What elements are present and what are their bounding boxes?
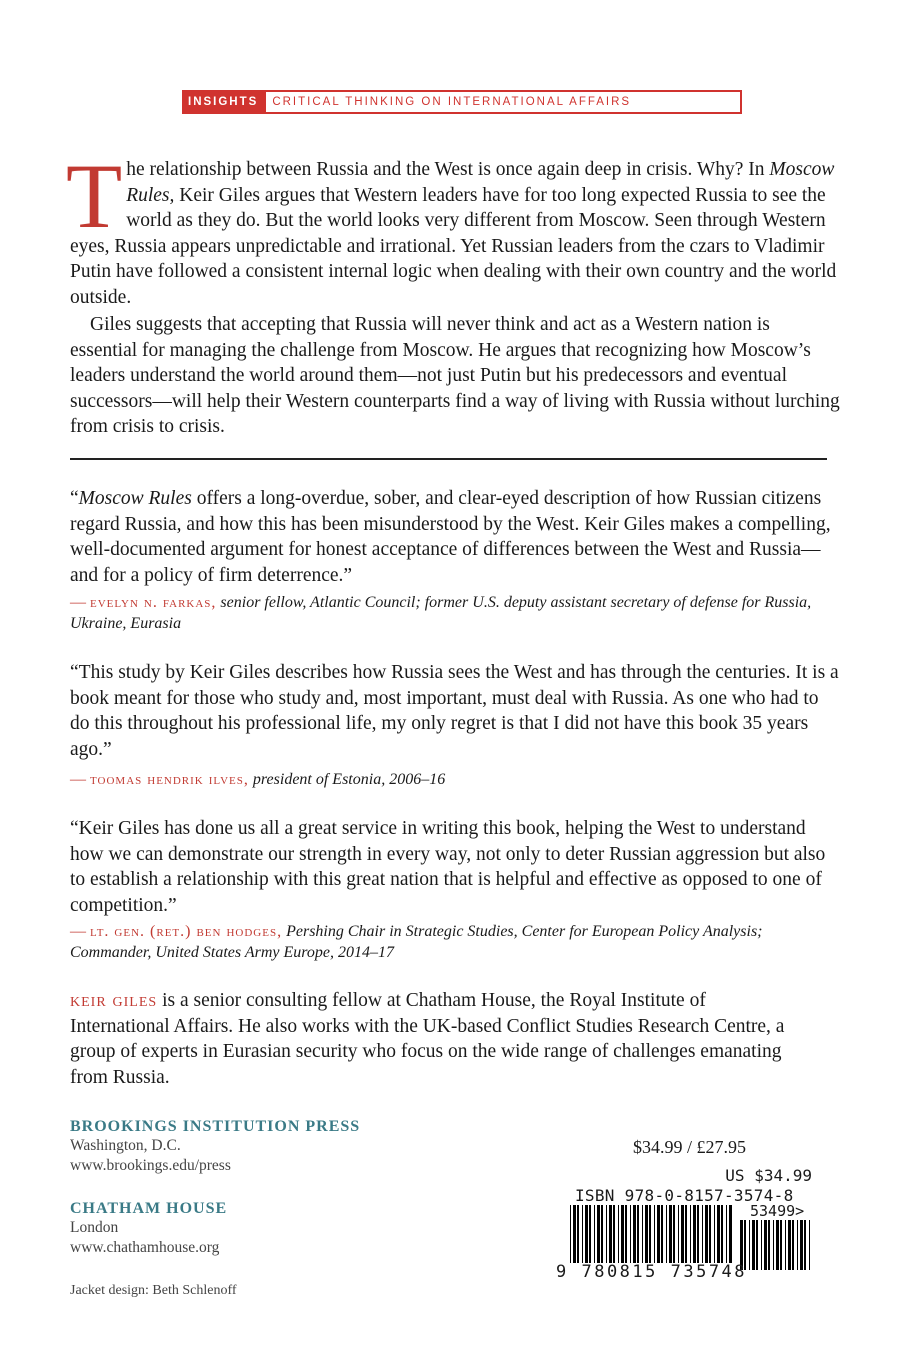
barcode-bar	[776, 1220, 779, 1270]
barcode-bar	[797, 1220, 798, 1270]
price: $34.99 / £27.95	[633, 1137, 747, 1157]
barcode-bar	[697, 1205, 699, 1263]
barcode-bar	[792, 1220, 794, 1270]
barcode-bar	[673, 1205, 675, 1263]
drop-cap: T	[66, 145, 123, 247]
barcode-bar	[804, 1220, 806, 1270]
barcode-bar	[729, 1205, 732, 1263]
barcode-bar	[681, 1205, 684, 1263]
barcode-bar	[669, 1205, 672, 1263]
publisher-name: BROOKINGS INSTITUTION PRESS	[70, 1118, 361, 1135]
barcode-addon-digits: 53499>	[750, 1202, 805, 1220]
barcode-bar	[589, 1205, 591, 1263]
barcode-bar	[654, 1205, 655, 1263]
publisher-url[interactable]: www.chathamhouse.org	[70, 1239, 220, 1256]
barcode-us-price: US $34.99	[725, 1166, 812, 1185]
quote-1: “Moscow Rules offers a long-overdue, sober, and clear-eyed description of how Russian citizens regard Russia, and how this has been misunderstood by the West. Keir Giles makes a compelling, well-documented argument for honest acceptance of differences between the West and Russia—and for a policy of firm deterrence.”	[70, 488, 831, 586]
series-description: CRITICAL THINKING ON INTERNATIONAL AFFAIRS	[264, 90, 742, 114]
barcode-bar	[609, 1205, 612, 1263]
barcode-bar	[726, 1205, 727, 1263]
series-banner	[182, 90, 742, 114]
barcode-bar	[601, 1205, 603, 1263]
publisher-name: CHATHAM HOUSE	[70, 1200, 228, 1217]
barcode-bar	[773, 1220, 774, 1270]
quote-2: “This study by Keir Giles describes how Russia sees the West and has through the centuries. It is a book meant for those who study and, most important, must deal with Russia. As one who had to do this throughout his professional life, my only regret is that I did not have this book 35 years ago.”	[70, 662, 839, 760]
barcode-bar	[633, 1205, 636, 1263]
barcode-bar	[780, 1220, 782, 1270]
barcode-bar	[630, 1205, 631, 1263]
barcode-bar	[625, 1205, 627, 1263]
barcode-bar	[570, 1205, 571, 1263]
book-title: Moscow Rules,	[126, 159, 835, 206]
publisher-city: London	[70, 1219, 119, 1236]
barcode-bar	[657, 1205, 660, 1263]
barcode-bar	[721, 1205, 723, 1263]
barcode-bar	[785, 1220, 786, 1270]
barcode-bar	[702, 1205, 703, 1263]
barcode-bar	[752, 1220, 755, 1270]
barcode-digits: 9 780815 735748	[556, 1262, 748, 1282]
quote-2-attribution: — toomas hendrik ilves, president of Estonia, 2006–16	[70, 771, 446, 788]
intro-paragraph-2: Giles suggests that accepting that Russia will never think and act as a Western nation is essential for managing the challenge from Moscow. He argues that recognizing how Moscow’s leaders understand the world around them—not just Putin but his predecessors and eventual successors—will help their Western counterparts find a way of living with Russia without lurching from crisis to crisis.	[70, 314, 840, 438]
barcode-bar	[606, 1205, 607, 1263]
publisher-brookings	[70, 1118, 360, 1176]
barcode-bar	[594, 1205, 595, 1263]
barcode-bar	[756, 1220, 758, 1270]
barcode-bar	[661, 1205, 663, 1263]
author-bio: keir giles is a senior consulting fellow at Chatham House, the Royal Institute of International Affairs. He also works with the UK-based Conflict Studies Research Centre, a group of experts in Eurasian security who focus on the wide range of challenges emanating from Russia.	[70, 990, 785, 1088]
series-tag: INSIGHTS	[182, 90, 264, 114]
barcode-bar	[685, 1205, 687, 1263]
barcode-bar	[714, 1205, 715, 1263]
barcode-bar	[800, 1220, 803, 1270]
quote-1-attribution: — evelyn n. farkas, senior fellow, Atlantic Council; former U.S. deputy assistant secretary of defense for Russia, Ukraine, Eurasia	[70, 594, 812, 632]
barcode-bar	[642, 1205, 643, 1263]
barcode-bar	[717, 1205, 720, 1263]
publisher-url[interactable]: www.brookings.edu/press	[70, 1157, 231, 1174]
divider	[70, 458, 827, 460]
barcode-bar	[809, 1220, 810, 1270]
barcode-bar	[693, 1205, 696, 1263]
barcode-bar	[597, 1205, 600, 1263]
barcode-bar	[582, 1205, 583, 1263]
barcode-bar	[637, 1205, 639, 1263]
barcode-isbn: ISBN 978-0-8157-3574-8	[575, 1186, 794, 1205]
barcode-icon	[570, 1205, 735, 1265]
book-title: Moscow Rules	[78, 488, 192, 509]
barcode-bar	[649, 1205, 651, 1263]
author-name: keir giles	[70, 990, 158, 1011]
barcode-bar	[577, 1205, 579, 1263]
barcode-bar	[768, 1220, 770, 1270]
barcode-bar	[618, 1205, 619, 1263]
barcode-bar	[690, 1205, 691, 1263]
barcode-bar	[585, 1205, 588, 1263]
barcode-bar	[613, 1205, 615, 1263]
quote-3-attribution: — lt. gen. (ret.) ben hodges, Pershing Chair in Strategic Studies, Center for European Policy Analysis; Commander, United States Army Europe, 2014–17	[70, 923, 763, 961]
barcode-bar	[573, 1205, 576, 1263]
barcode-bar	[621, 1205, 624, 1263]
barcode-bar	[705, 1205, 708, 1263]
barcode-bar	[678, 1205, 679, 1263]
barcode-bar	[645, 1205, 648, 1263]
barcode-bar	[764, 1220, 767, 1270]
intro-paragraph-1: The relationship between Russia and the West is once again deep in crisis. Why? In Moscow Rules, Keir Giles argues that Western leaders have for too long expected Russia to see the world as they do. But the world looks very different from Moscow. Seen through Western eyes, Russia appears unpredictable and irrational. Yet Russian leaders from the czars to Vladimir Putin have followed a consistent internal logic when dealing with their own country and the world outside.	[66, 145, 837, 308]
barcode-bar	[709, 1205, 711, 1263]
jacket-credit: Jacket design: Beth Schlenoff	[70, 1283, 237, 1298]
barcode-addon-icon	[740, 1220, 812, 1272]
quote-3: “Keir Giles has done us all a great service in writing this book, helping the West to understand how we can demonstrate our strength in every way, not only to deter Russian aggression but also to establish a relationship with this great nation that is helpful and effective as opposed to one of competition.”	[70, 818, 826, 916]
barcode-bar	[666, 1205, 667, 1263]
publisher-chatham	[70, 1200, 227, 1258]
barcode-bar	[761, 1220, 762, 1270]
publisher-city: Washington, D.C.	[70, 1137, 181, 1154]
barcode-bar	[749, 1220, 750, 1270]
barcode-bar	[788, 1220, 791, 1270]
